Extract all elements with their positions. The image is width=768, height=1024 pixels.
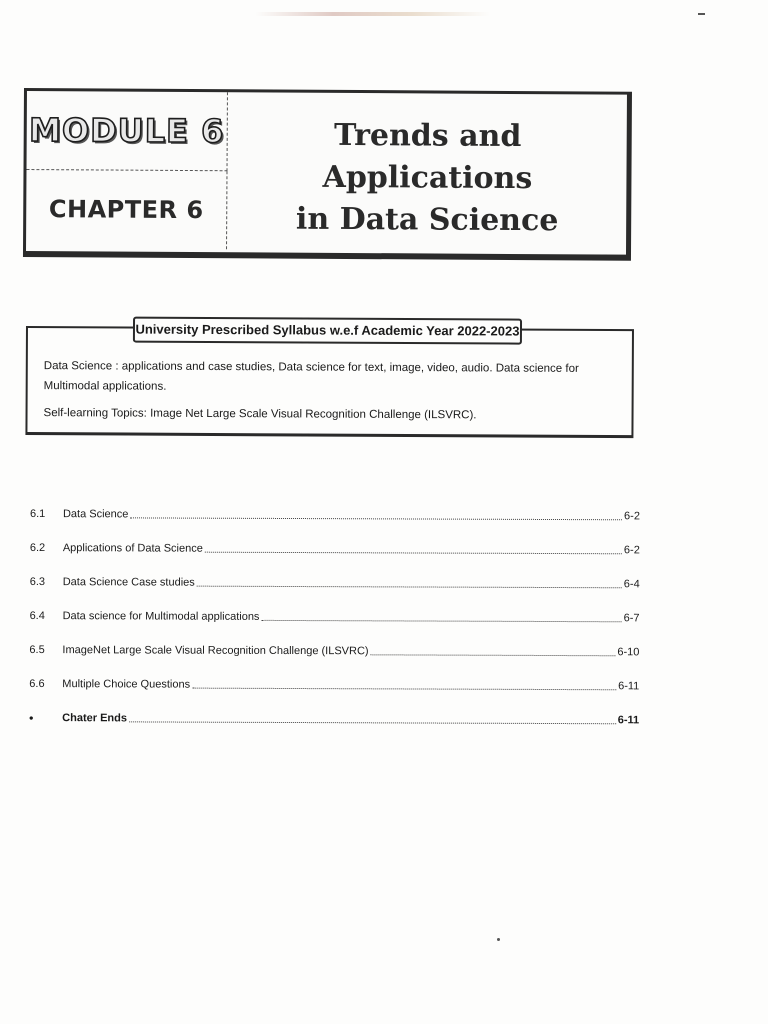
toc-page: 6-11 — [617, 714, 640, 727]
toc-page: 6-11 — [618, 680, 640, 693]
toc-leader-dots — [205, 541, 622, 555]
toc-page: 6-7 — [623, 612, 640, 625]
bullet-icon: • — [29, 710, 34, 726]
toc-row-chapter-end[interactable] — [29, 710, 639, 746]
scan-dot — [497, 938, 500, 941]
toc-title: Data Science — [62, 508, 129, 521]
toc-leader-dots — [192, 677, 616, 691]
toc-title: ImageNet Large Scale Visual Recognition Challenge (ILSVRC) — [62, 644, 369, 658]
toc-number: 6.1 — [29, 508, 46, 521]
syllabus-box — [25, 321, 634, 438]
toc-number: 6.4 — [29, 609, 45, 623]
syllabus-label: University Prescribed Syllabus w.e.f Academic Year 2022-2023 — [133, 317, 522, 345]
toc-row[interactable] — [29, 676, 639, 712]
toc-leader-dots — [261, 609, 621, 622]
syllabus-body — [43, 356, 618, 426]
toc-title: Multiple Choice Questions — [62, 678, 191, 691]
toc-page: 6-10 — [617, 646, 640, 659]
toc-page: 6-4 — [623, 578, 640, 591]
scan-mark — [698, 13, 705, 15]
toc-leader-dots — [197, 575, 622, 589]
toc-row[interactable] — [30, 540, 640, 576]
toc-leader-dots — [130, 506, 622, 520]
self-learning-topics: Self-learning Topics: Image Net Large Scale Visual Recognition Challenge (ILSVRC). — [43, 407, 477, 422]
syllabus-content: Data Science : applications and case studies, Data science for text, image, video, audio. Data science for Multimodal applications. — [43, 360, 579, 393]
toc-leader-dots — [371, 643, 616, 656]
chapter-title-cell — [228, 102, 627, 254]
toc-row[interactable] — [30, 574, 640, 610]
chapter-title — [242, 114, 613, 242]
toc-row[interactable] — [29, 642, 639, 678]
scan-smudge — [255, 12, 490, 16]
chapter-title-line-1: Trends and Applications — [322, 117, 533, 197]
module-label: MODULE 6 — [29, 111, 225, 151]
toc-row[interactable] — [29, 608, 639, 644]
chapter-cell — [26, 170, 227, 249]
toc-row[interactable] — [30, 506, 640, 542]
toc-page: 6-2 — [624, 510, 640, 523]
toc-title: Applications of Data Science — [62, 542, 203, 555]
table-of-contents — [29, 506, 640, 746]
module-cell — [26, 91, 227, 171]
toc-number: 6.5 — [29, 643, 45, 657]
toc-title: Data science for Multimodal applications — [62, 610, 260, 623]
chapter-label: CHAPTER 6 — [48, 195, 204, 225]
toc-page: 6-2 — [623, 544, 640, 557]
chapter-title-line-2: in Data Science — [295, 201, 559, 239]
toc-number: 6.3 — [29, 575, 46, 589]
toc-number: 6.6 — [29, 677, 45, 691]
toc-title: Data Science Case studies — [62, 576, 195, 589]
chapter-header-box — [23, 88, 632, 261]
toc-leader-dots — [129, 710, 616, 724]
toc-title: Chater Ends — [62, 712, 128, 725]
toc-number: 6.2 — [29, 541, 46, 555]
